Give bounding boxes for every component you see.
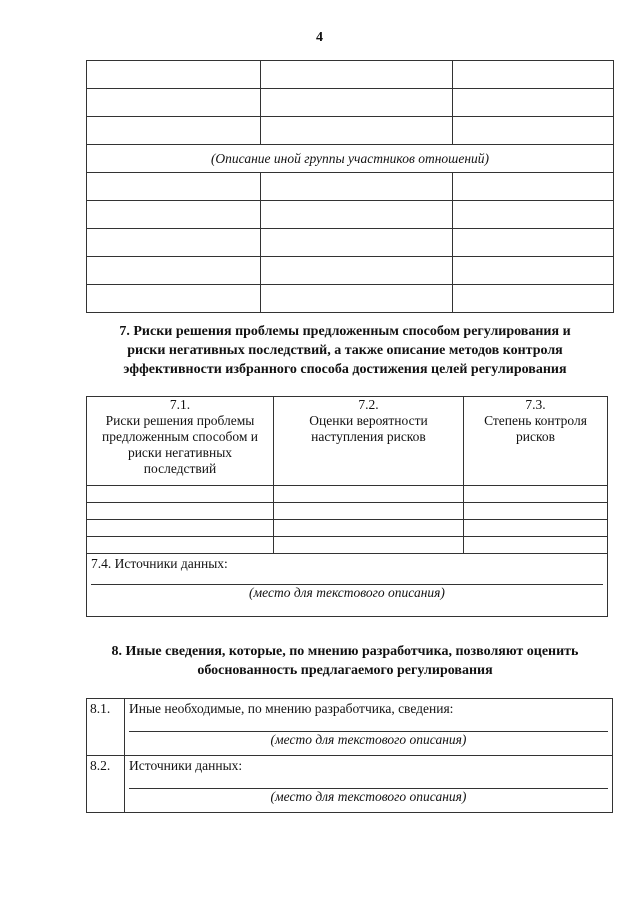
table-row xyxy=(87,89,614,117)
table-row xyxy=(87,145,614,173)
table-row xyxy=(87,520,608,537)
section-7-heading: 7. Риски решения проблемы предложенным способом регулирования и риски негативных последствий, а также описание методов контроля эффективности избранного способа достижения целей регулирования xyxy=(119,324,571,377)
table-row xyxy=(87,503,608,520)
page-number: 4 xyxy=(316,30,323,45)
table-row xyxy=(87,756,613,813)
sources-row xyxy=(87,554,608,617)
table-row xyxy=(87,201,614,229)
placeholder-text: (место для текстового описания) xyxy=(249,585,445,600)
sources-label: Источники данных: xyxy=(129,758,243,773)
sources-cell xyxy=(87,554,608,617)
group-description-row: (Описание иной группы участников отношений) xyxy=(87,145,614,173)
other-info-table xyxy=(86,698,613,813)
table-row xyxy=(87,257,614,285)
section-8-heading: 8. Иные сведения, которые, по мнению разработчика, позволяют оценить обоснованность предлагаемого регулирования xyxy=(111,644,579,678)
fill-line xyxy=(129,774,608,789)
fill-line xyxy=(91,572,603,585)
table-row xyxy=(87,537,608,554)
table-row xyxy=(87,229,614,257)
table-row xyxy=(87,173,614,201)
table-row xyxy=(87,486,608,503)
col-risks-header: 7.1. Риски решения проблемы предложенным способом и риски негативных последствий xyxy=(87,397,274,486)
table-row xyxy=(87,61,614,89)
placeholder-text: (место для текстового описания) xyxy=(270,732,467,747)
sources-label: 7.4. Источники данных: xyxy=(91,556,228,571)
row-number: 8.1. xyxy=(87,699,125,756)
sources-cell xyxy=(125,756,613,813)
col-probability-header: 7.2. Оценки вероятности наступления рисков xyxy=(274,397,464,486)
table-row xyxy=(87,699,613,756)
col-control-header: 7.3. Степень контроля рисков xyxy=(464,397,608,486)
participants-table xyxy=(86,60,614,313)
header-row xyxy=(87,397,608,486)
row-number: 8.2. xyxy=(87,756,125,813)
placeholder-text: (место для текстового описания) xyxy=(270,789,467,804)
other-info-label: Иные необходимые, по мнению разработчика, сведения: xyxy=(129,701,454,716)
fill-line xyxy=(129,717,608,732)
risks-table xyxy=(86,396,608,617)
other-info-cell xyxy=(125,699,613,756)
table-row xyxy=(87,285,614,313)
table-row xyxy=(87,117,614,145)
